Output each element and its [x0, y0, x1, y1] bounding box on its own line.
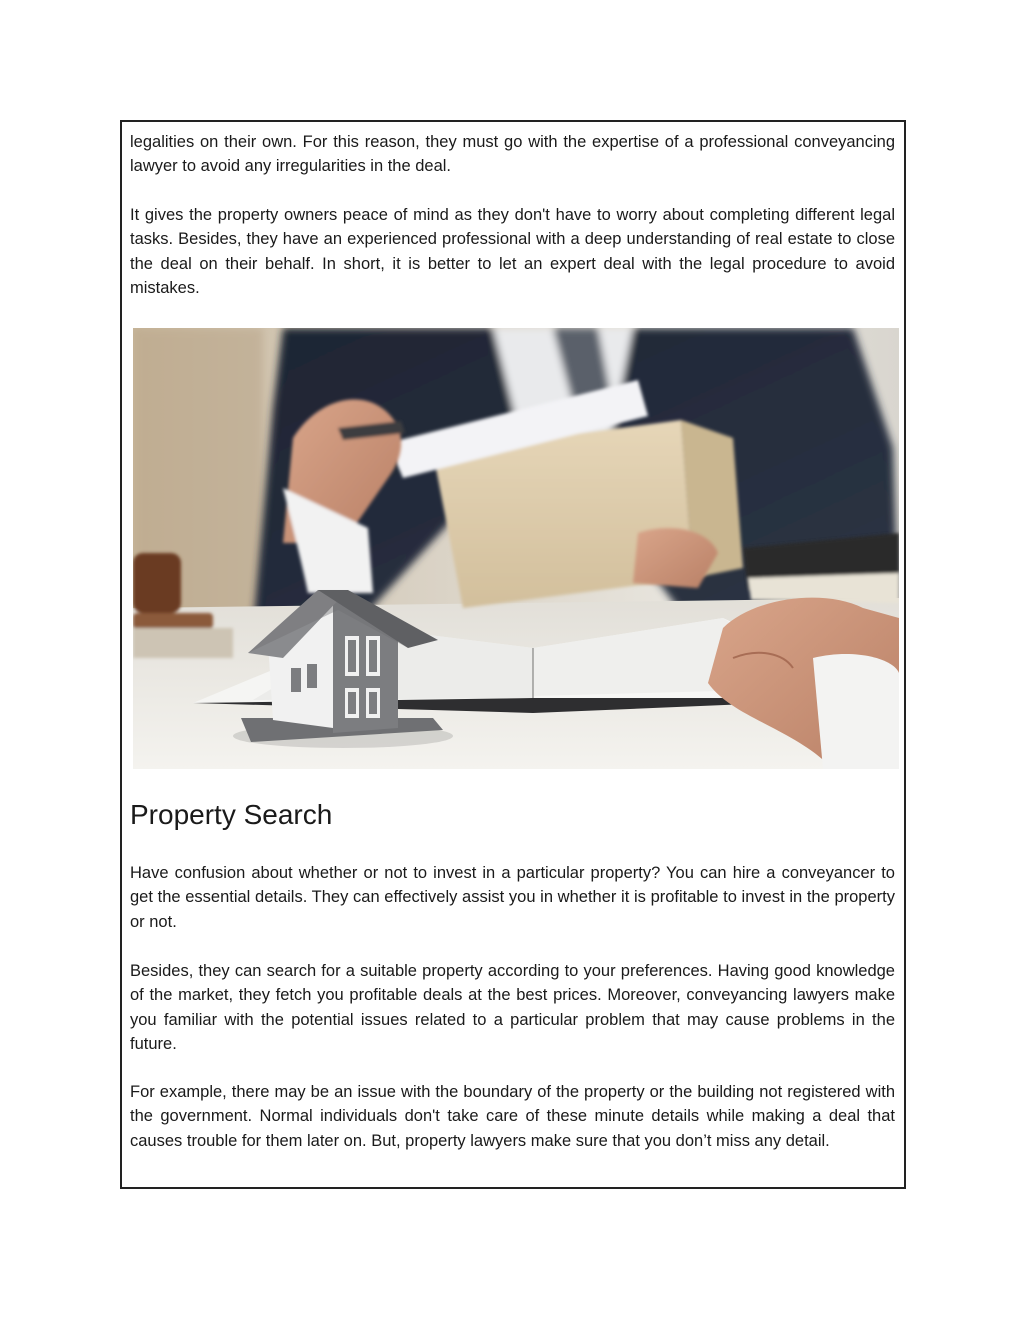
paragraph-intro-1: legalities on their own. For this reason, they must go with the expertise of a professional conveyancing lawyer to avoid any irregularities in the deal.: [130, 133, 895, 176]
paragraph-section-2: Besides, they can search for a suitable property according to your preferences. Having good knowledge of the market, they fetch you profitable deals at the best prices. Moreover, conveyancing lawyers make you familiar with the potential issues related to a particular problem that may cause problems in the future.: [130, 962, 895, 1053]
lawyer-house-photo: [133, 328, 899, 769]
paragraph-section-3: For example, there may be an issue with the boundary of the property or the building not registered with the government. Normal individuals don't take care of these minute details while making a deal that causes trouble for them later on. But, property lawyers make sure that you don’t miss any detail.: [130, 1083, 895, 1150]
paragraph-section-1: Have confusion about whether or not to invest in a particular property? You can hire a conveyancer to get the essential details. They can effectively assist you in whether it is profitable to invest in the property or not.: [130, 864, 895, 931]
section-heading: Property Search: [130, 799, 333, 830]
page-frame: [120, 120, 906, 1189]
paragraph-intro-2: It gives the property owners peace of mind as they don't have to worry about completing different legal tasks. Besides, they have an experienced professional with a deep understanding of real estate to close the deal on their behalf. In short, it is better to let an expert deal with the legal procedure to avoid mistakes.: [130, 206, 895, 297]
